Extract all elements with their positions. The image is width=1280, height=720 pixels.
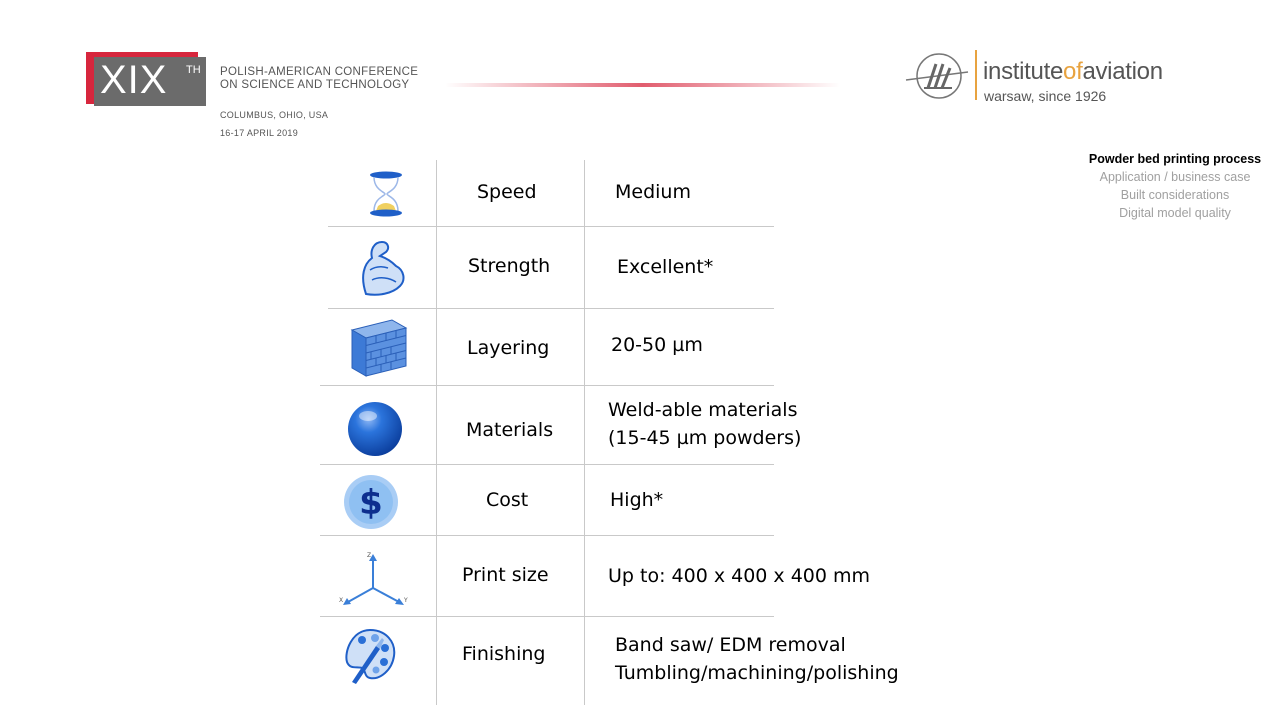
dollar-coin-icon (343, 474, 399, 530)
header-divider (445, 83, 840, 87)
row-strength-label: Strength (468, 255, 551, 277)
institute-name: instituteofaviation (983, 58, 1163, 85)
row-speed-label: Speed (477, 181, 537, 203)
table-column-divider-2 (584, 160, 585, 705)
nav-item-powder-bed[interactable]: Powder bed printing process (1088, 152, 1262, 166)
hourglass-icon (366, 170, 406, 218)
conference-location: COLUMBUS, OHIO, USA (220, 110, 329, 120)
section-nav (1080, 150, 1270, 222)
paint-palette-icon (342, 626, 398, 684)
xyz-axes-icon (336, 550, 410, 610)
brick-wall-icon (348, 316, 410, 378)
row-print-size-label: Print size (462, 564, 549, 586)
nav-item-built-considerations[interactable]: Built considerations (1120, 188, 1230, 202)
table-row-divider (320, 535, 774, 536)
row-cost-value: High* (610, 489, 664, 511)
flexed-arm-icon (356, 236, 408, 298)
conference-logo-suffix: TH (186, 64, 201, 76)
row-speed-value: Medium (615, 181, 691, 203)
svg-text:$: $ (359, 483, 383, 523)
row-materials-label: Materials (466, 419, 554, 441)
table-row-divider (320, 464, 774, 465)
row-strength-value: Excellent* (617, 256, 714, 278)
institute-tagline: warsaw, since 1926 (984, 88, 1107, 104)
institute-emblem-icon (904, 50, 970, 102)
y-axis-label: Y (404, 597, 408, 604)
row-layering-label: Layering (467, 337, 550, 359)
conference-title: POLISH-AMERICAN CONFERENCE ON SCIENCE AND TECHNOLOGY (220, 66, 419, 91)
row-layering-value: 20-50 µm (611, 334, 703, 356)
sphere-icon (346, 400, 404, 458)
x-axis-label: X (339, 597, 344, 604)
table-row-divider (320, 616, 774, 617)
row-materials-value: Weld-able materials (15-45 µm powders) (608, 399, 802, 449)
row-print-size-value: Up to: 400 x 400 x 400 mm (608, 565, 871, 587)
table-row-divider (320, 385, 774, 386)
table-row-divider (328, 308, 774, 309)
nav-item-digital-model[interactable]: Digital model quality (1119, 206, 1231, 220)
row-finishing-label: Finishing (462, 643, 546, 665)
conference-dates: 16-17 APRIL 2019 (220, 128, 299, 138)
institute-divider (975, 50, 977, 100)
row-finishing-value: Band saw/ EDM removal Tumbling/machining/polishing (615, 634, 899, 684)
conference-logo-numeral: XIX (100, 58, 168, 102)
table-row-divider (328, 226, 774, 227)
nav-item-application[interactable]: Application / business case (1099, 170, 1251, 184)
row-cost-label: Cost (486, 489, 529, 511)
z-axis-label: Z (367, 552, 372, 559)
table-column-divider-1 (436, 160, 437, 705)
